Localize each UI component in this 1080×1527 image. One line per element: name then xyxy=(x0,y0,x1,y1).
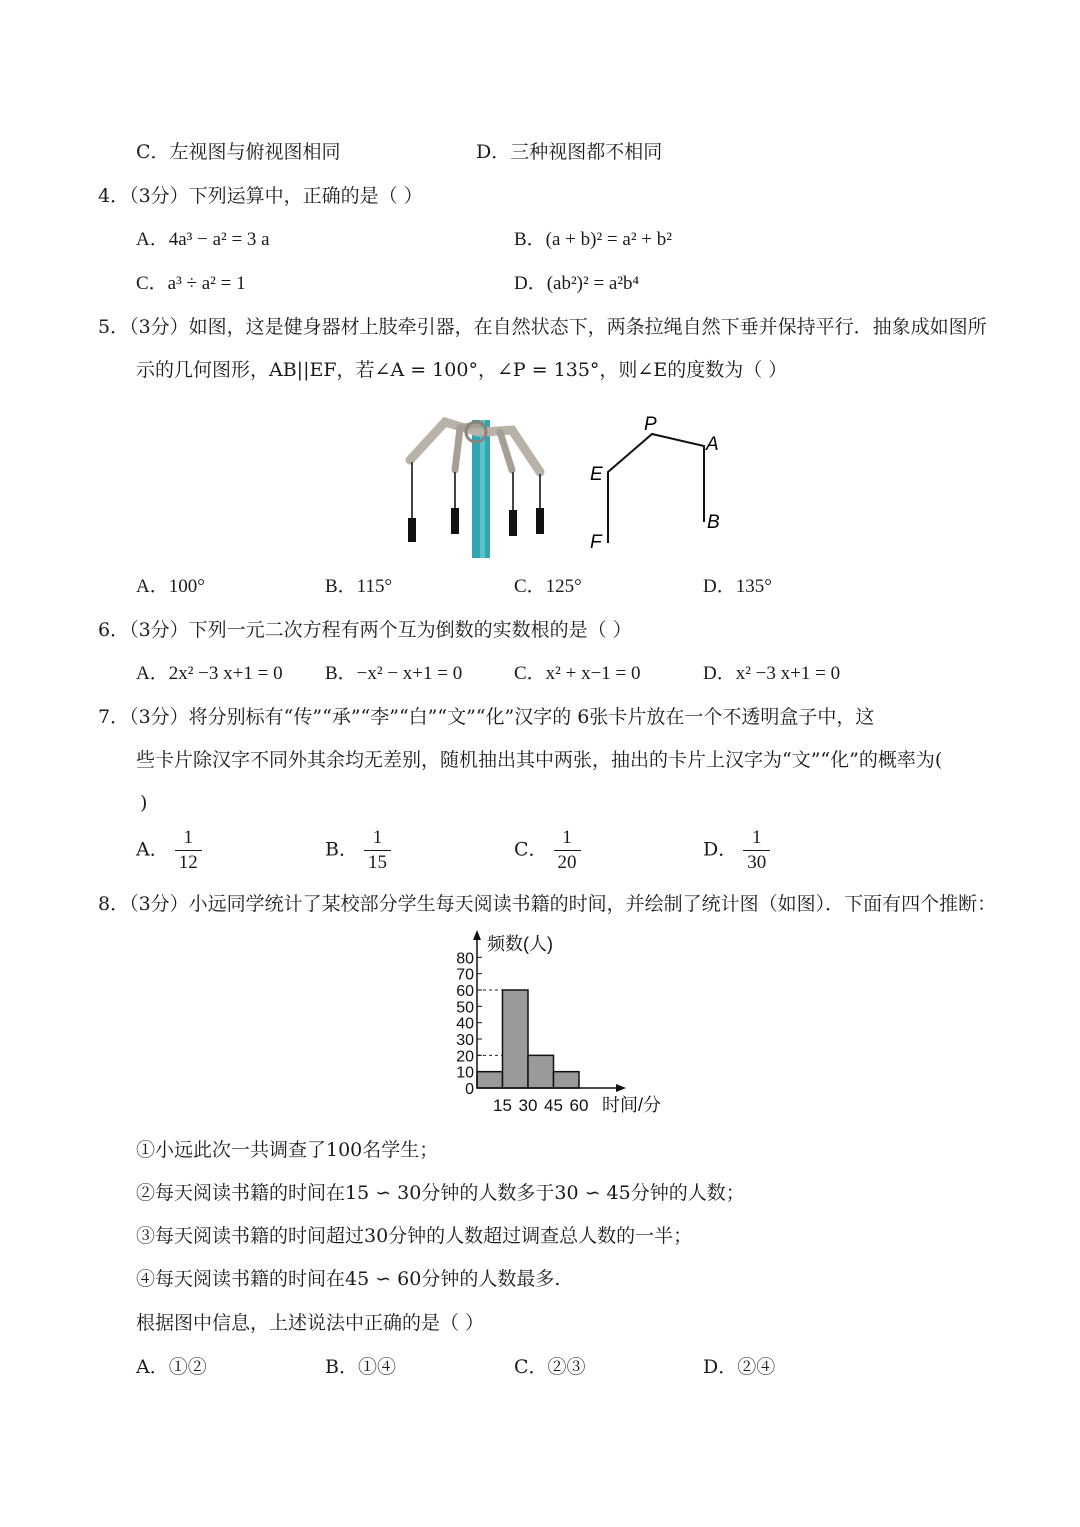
polyline-f-e-p-a-b xyxy=(608,434,704,543)
q7-stem-line3: ) xyxy=(140,792,148,814)
x-tick-label-60: 60 xyxy=(569,1096,589,1115)
q8-statement-1: ①小远此次一共调查了100名学生； xyxy=(136,1139,439,1161)
q6-option-d: D．x² −3 x+1 = 0 xyxy=(703,663,841,684)
q5-option-a: A．100° xyxy=(136,576,205,597)
bar-45-60 xyxy=(554,1072,580,1088)
q8-option-c: C．②③ xyxy=(514,1356,586,1378)
q3-option-d: D．三种视图都不相同 xyxy=(476,141,663,163)
q8-statement-3: ③每天阅读书籍的时间超过30分钟的人数超过调查总人数的一半； xyxy=(136,1225,693,1247)
q7-option-a xyxy=(136,826,202,875)
numerator: 1 xyxy=(743,826,770,851)
q7-stem-line2: 些卡片除汉字不同外其余均无差别，随机抽出其中两张，抽出的卡片上汉字为“文”“化”的概率为( xyxy=(136,749,943,771)
q8-option-a: A．①② xyxy=(136,1356,207,1378)
q4-option-c: C．a³ ÷ a² = 1 xyxy=(136,273,246,294)
q8-stem: 8．（3分）小远同学统计了某校部分学生每天阅读书籍的时间，并绘制了统计图（如图）．下面有四个推断： xyxy=(98,893,997,915)
x-tick-label-45: 45 xyxy=(544,1096,563,1115)
numerator: 1 xyxy=(364,826,391,851)
q8-question: 根据图中信息，上述说法中正确的是（ ） xyxy=(136,1312,485,1334)
denominator: 15 xyxy=(367,852,387,873)
y-tick-label-20: 20 xyxy=(456,1048,474,1066)
y-axis-arrow xyxy=(473,930,481,940)
label-f: F xyxy=(590,532,602,553)
q8-statement-2: ②每天阅读书籍的时间在15 ∽ 30分钟的人数多于30 ∽ 45分钟的人数； xyxy=(136,1182,745,1204)
x-axis-title: 时间/分 xyxy=(602,1095,662,1115)
q6-stem: 6．（3分）下列一元二次方程有两个互为倒数的实数根的是（ ） xyxy=(98,619,632,641)
q6-option-b: B．−x² − x+1 = 0 xyxy=(325,663,463,684)
y-tick-label-60: 60 xyxy=(456,983,474,1000)
reading-time-histogram xyxy=(440,928,680,1118)
q5-option-b: B．115° xyxy=(325,576,393,597)
label-b: B xyxy=(707,512,720,533)
q7-option-d xyxy=(703,826,770,875)
q8-option-d: D．②④ xyxy=(703,1356,776,1378)
numerator: 1 xyxy=(554,826,581,851)
q3-option-c: C．左视图与俯视图相同 xyxy=(136,141,341,163)
q5-geometry-figure xyxy=(580,410,730,555)
q7-option-a-fraction xyxy=(175,826,202,875)
q7-option-d-letter: D． xyxy=(703,838,738,861)
bar-0-15 xyxy=(477,1072,503,1088)
q4-stem: 4．（3分）下列运算中，正确的是（ ） xyxy=(98,185,423,207)
x-tick-label-30: 30 xyxy=(518,1096,538,1115)
y-axis-title: 频数(人) xyxy=(487,934,553,954)
q8-statement-4: ④每天阅读书籍的时间在45 ∽ 60分钟的人数最多. xyxy=(136,1268,561,1290)
q7-option-a-letter: A． xyxy=(136,838,169,861)
q5-option-d: D．135° xyxy=(703,576,772,597)
q5-stem-line2: 示的几何图形，AB||EF，若∠A = 100°，∠P = 135°，则∠E的度数为（ ） xyxy=(136,359,788,381)
y-tick-label-0: 0 xyxy=(465,1081,474,1098)
q5-puller-photo xyxy=(400,410,560,558)
numerator: 1 xyxy=(175,826,202,851)
label-e: E xyxy=(590,464,603,485)
bar-15-30 xyxy=(503,990,529,1088)
q5-stem-line1: 5．（3分）如图，这是健身器材上肢牵引器，在自然状态下，两条拉绳自然下垂并保持平行．抽象成如图所 xyxy=(98,316,987,338)
y-tick-label-30: 30 xyxy=(456,1032,474,1049)
denominator: 30 xyxy=(747,852,767,873)
q7-option-c-fraction xyxy=(554,826,581,875)
q7-option-c-letter: C． xyxy=(514,838,548,861)
q5-option-c: C．125° xyxy=(514,576,582,597)
q7-option-b-fraction xyxy=(364,826,391,875)
bar-30-45 xyxy=(528,1055,554,1088)
y-tick-label-80: 80 xyxy=(456,950,474,968)
q7-option-b xyxy=(325,826,391,875)
q8-option-b: B．①④ xyxy=(325,1356,396,1378)
denominator: 20 xyxy=(557,852,577,873)
q4-option-d: D．(ab²)² = a²b⁴ xyxy=(514,273,640,294)
q7-option-d-fraction xyxy=(743,826,770,875)
q4-option-a: A．4a³ − a² = 3 a xyxy=(136,229,270,250)
label-p: P xyxy=(644,414,657,435)
q6-option-c: C．x² + x−1 = 0 xyxy=(514,663,641,684)
y-tick-label-70: 70 xyxy=(456,966,474,984)
y-tick-label-40: 40 xyxy=(456,1015,474,1033)
q4-option-b: B．(a + b)² = a² + b² xyxy=(514,229,672,250)
denominator: 12 xyxy=(178,852,198,873)
q7-stem-line1: 7．（3分）将分别标有“传”“承”“李”“白”“文”“化”汉字的 6张卡片放在一个不透明盒子中，这 xyxy=(98,706,875,728)
label-a: A xyxy=(706,434,719,455)
q7-option-b-letter: B． xyxy=(325,838,358,861)
q6-option-a: A．2x² −3 x+1 = 0 xyxy=(136,663,283,684)
x-axis-arrow xyxy=(616,1084,626,1092)
y-tick-label-50: 50 xyxy=(456,999,474,1017)
y-tick-label-10: 10 xyxy=(456,1064,474,1082)
q7-option-c xyxy=(514,826,581,875)
x-tick-label-15: 15 xyxy=(493,1096,512,1115)
